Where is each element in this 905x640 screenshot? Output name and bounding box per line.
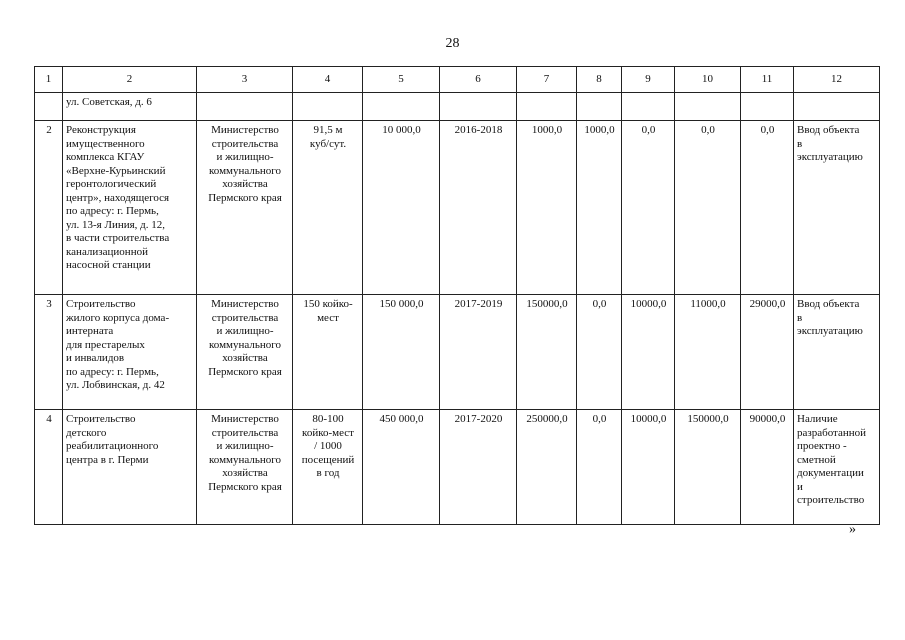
header-cell: 12 — [794, 67, 880, 93]
customer: Министерство строительства и жилищно- коммунального хозяйства Пермского края — [197, 121, 293, 295]
capacity: 150 койко- мест — [293, 295, 363, 410]
value-col-11: 0,0 — [741, 121, 794, 295]
period: 2017-2019 — [440, 295, 517, 410]
value-col-10: 0,0 — [675, 121, 741, 295]
table-cell — [741, 93, 794, 121]
value-col-9: 10000,0 — [622, 295, 675, 410]
total-cost: 150 000,0 — [363, 295, 440, 410]
table-cell — [517, 93, 577, 121]
header-cell: 4 — [293, 67, 363, 93]
capacity: 91,5 м куб/сут. — [293, 121, 363, 295]
object-name: Строительство жилого корпуса дома- интерната для престарелых и инвалидов по адресу: г. Пермь, ул. Лобвинская, д. 42 — [63, 295, 197, 410]
page-number: 28 — [445, 36, 460, 51]
value-col-9: 10000,0 — [622, 410, 675, 525]
capacity: 80-100 койко-мест / 1000 посещений в год — [293, 410, 363, 525]
table-cell — [197, 93, 293, 121]
table-cell — [440, 93, 517, 121]
table-cell — [293, 93, 363, 121]
value-col-11: 29000,0 — [741, 295, 794, 410]
table-row — [35, 410, 880, 525]
table-cell — [675, 93, 741, 121]
value-col-11: 90000,0 — [741, 410, 794, 525]
address-continuation: ул. Советская, д. 6 — [63, 93, 197, 121]
program-table — [34, 66, 880, 525]
table-cell — [35, 93, 63, 121]
object-name: Реконструкция имущественного комплекса КГАУ «Верхне-Курьинский геронтологический центр», находящегося по адресу: г. Пермь, ул. 13-я Линия, д. 12, в части строительства канализационной насосной станции — [63, 121, 197, 295]
value-col-10: 11000,0 — [675, 295, 741, 410]
expected-result: Ввод объекта в эксплуатацию — [794, 295, 880, 410]
table-cell — [794, 93, 880, 121]
value-col-8: 1000,0 — [577, 121, 622, 295]
header-cell: 10 — [675, 67, 741, 93]
value-col-8: 0,0 — [577, 410, 622, 525]
header-cell: 11 — [741, 67, 794, 93]
header-cell: 2 — [63, 67, 197, 93]
header-cell: 9 — [622, 67, 675, 93]
object-name: Строительство детского реабилитационного центра в г. Перми — [63, 410, 197, 525]
closing-quote-mark: » — [849, 522, 856, 537]
continuation-row — [35, 93, 880, 121]
row-number: 2 — [35, 121, 63, 295]
header-cell: 3 — [197, 67, 293, 93]
table-cell — [622, 93, 675, 121]
table-cell — [363, 93, 440, 121]
value-col-10: 150000,0 — [675, 410, 741, 525]
header-cell: 8 — [577, 67, 622, 93]
header-cell: 6 — [440, 67, 517, 93]
expected-result: Наличие разработанной проектно - сметной документации и строительство — [794, 410, 880, 525]
value-col-9: 0,0 — [622, 121, 675, 295]
header-cell: 1 — [35, 67, 63, 93]
table-row — [35, 121, 880, 295]
header-cell: 7 — [517, 67, 577, 93]
header-cell: 5 — [363, 67, 440, 93]
row-number: 4 — [35, 410, 63, 525]
table-cell — [577, 93, 622, 121]
customer: Министерство строительства и жилищно- коммунального хозяйства Пермского края — [197, 410, 293, 525]
value-col-7: 250000,0 — [517, 410, 577, 525]
value-col-7: 150000,0 — [517, 295, 577, 410]
total-cost: 10 000,0 — [363, 121, 440, 295]
customer: Министерство строительства и жилищно- коммунального хозяйства Пермского края — [197, 295, 293, 410]
period: 2016-2018 — [440, 121, 517, 295]
value-col-8: 0,0 — [577, 295, 622, 410]
row-number: 3 — [35, 295, 63, 410]
column-number-row — [35, 67, 880, 93]
total-cost: 450 000,0 — [363, 410, 440, 525]
table-row — [35, 295, 880, 410]
period: 2017-2020 — [440, 410, 517, 525]
expected-result: Ввод объекта в эксплуатацию — [794, 121, 880, 295]
value-col-7: 1000,0 — [517, 121, 577, 295]
